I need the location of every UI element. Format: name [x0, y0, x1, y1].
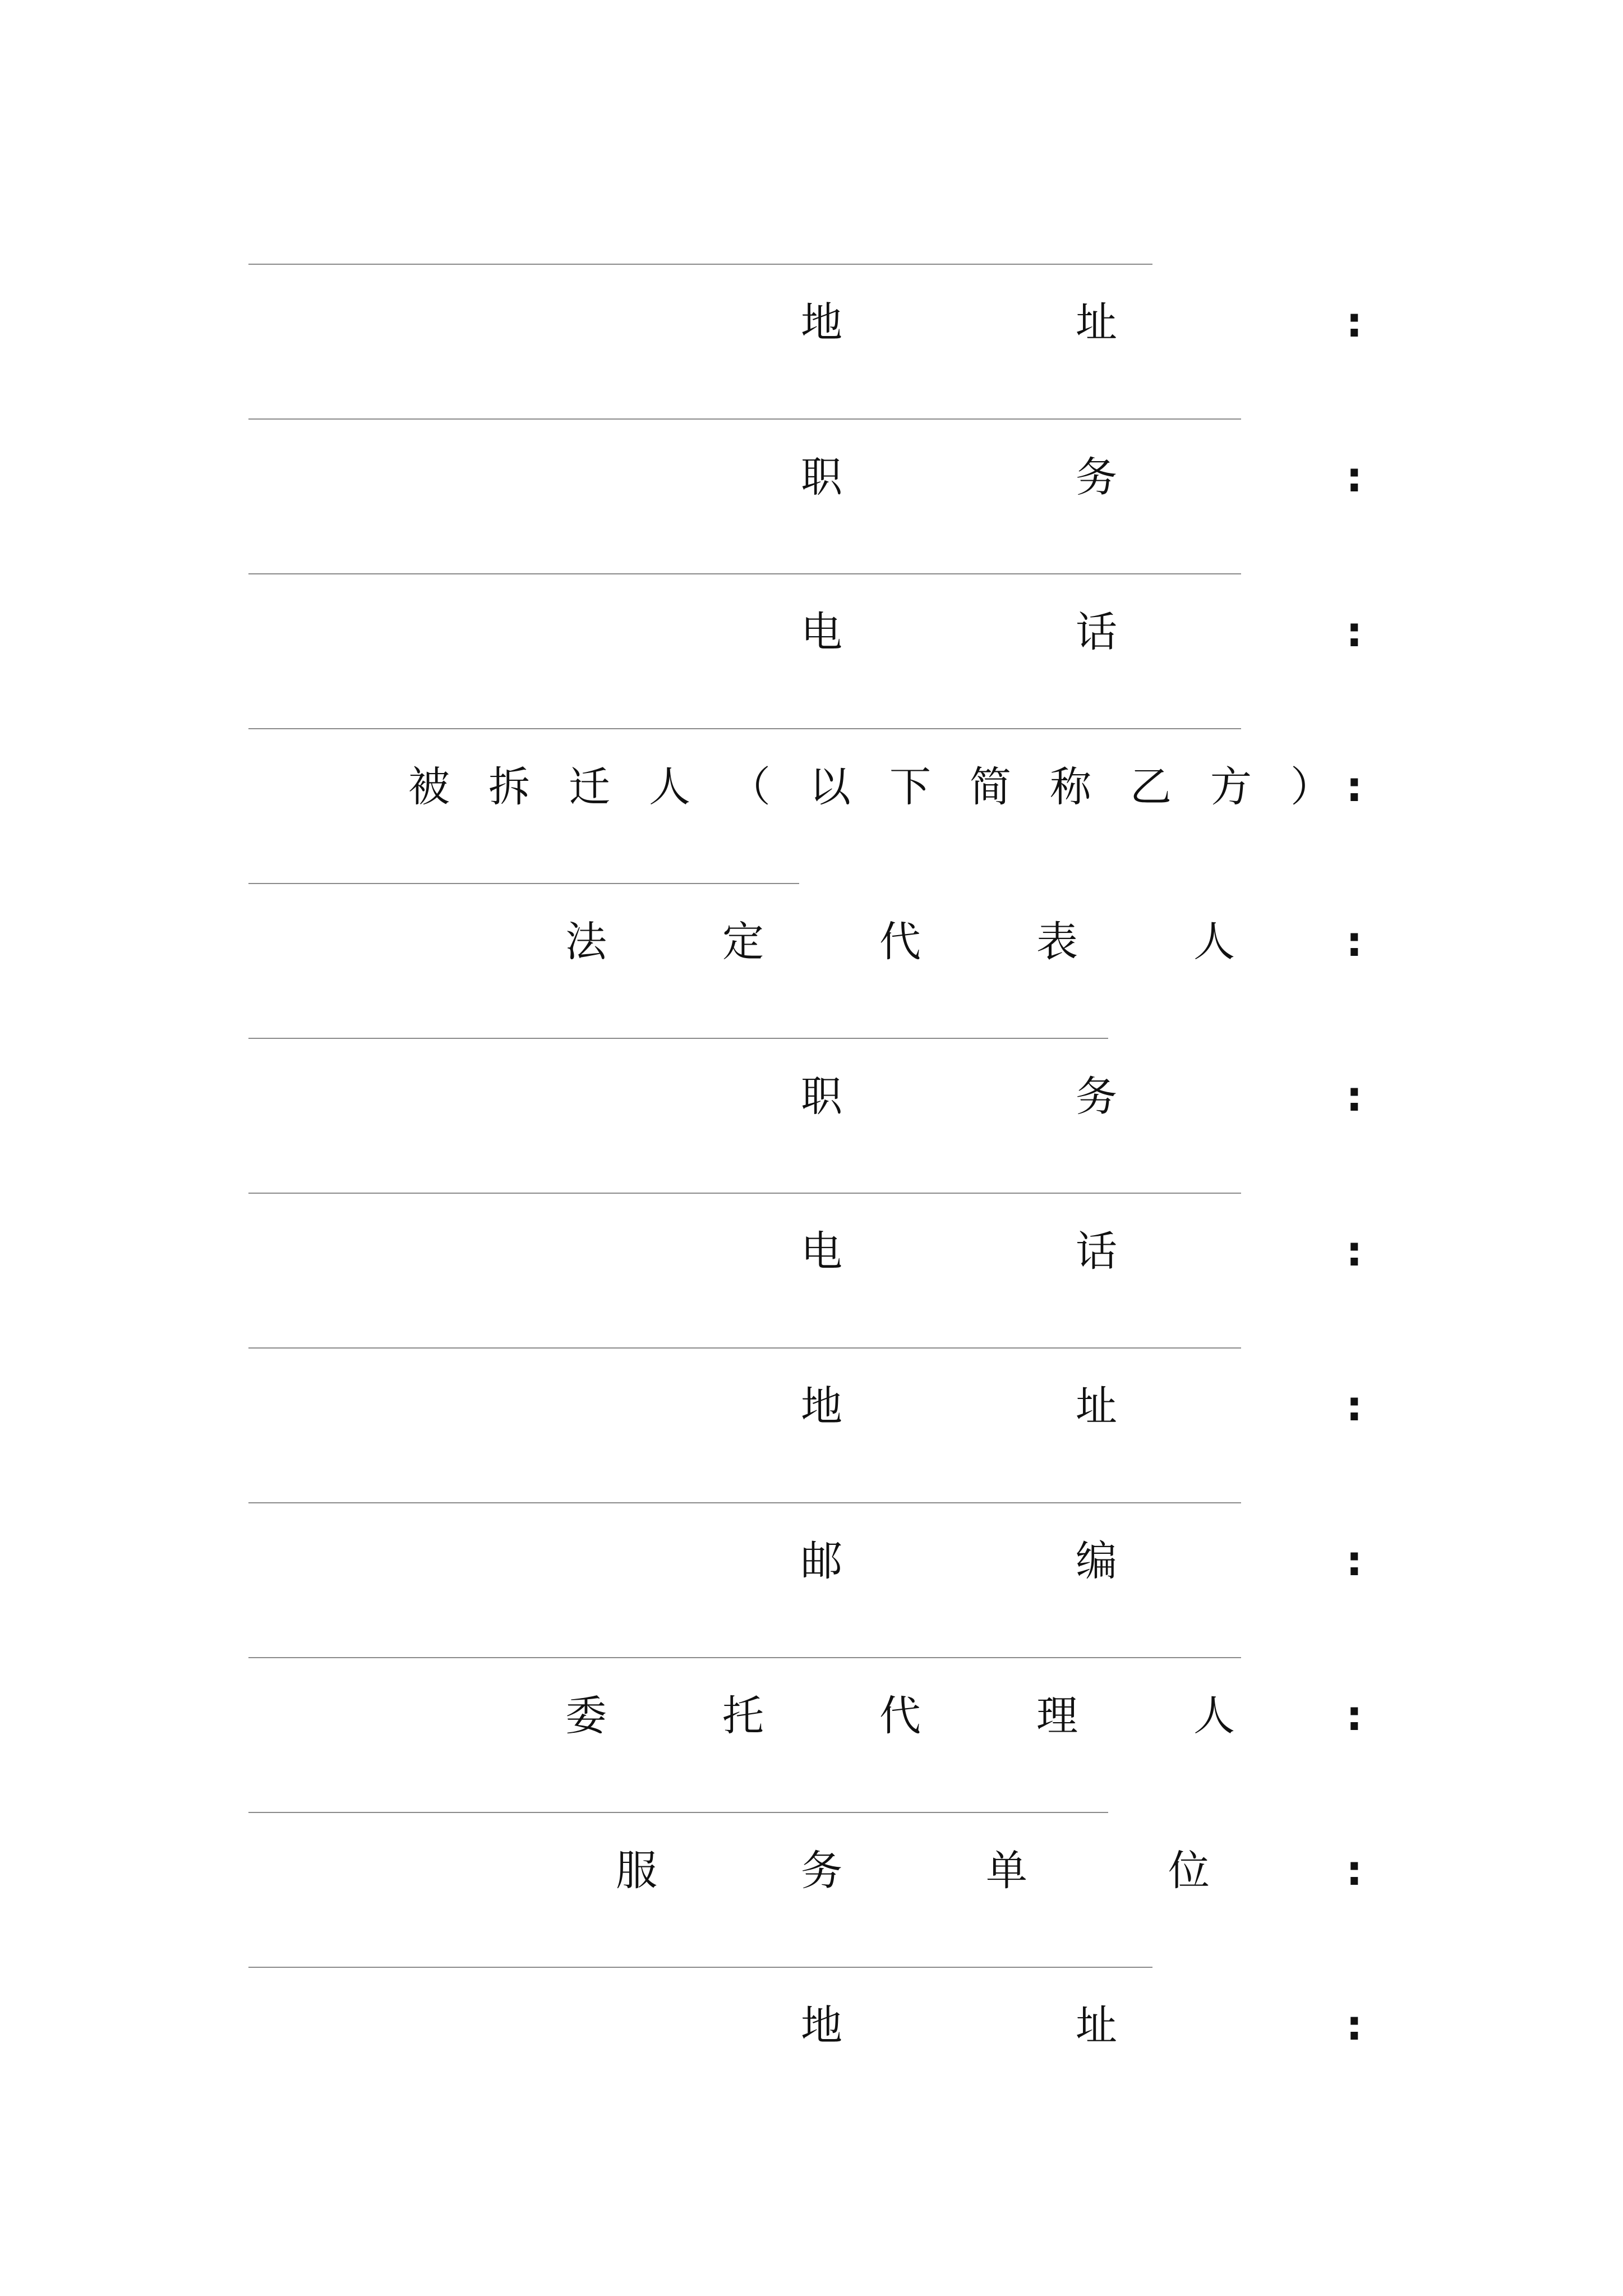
field-label-char: 务 [1076, 1073, 1117, 1121]
field-phone [0, 599, 1623, 666]
field-label-char: 址 [1076, 298, 1117, 347]
field-label-char: 代 [879, 918, 921, 966]
field-phone [0, 1218, 1623, 1285]
field-colon: : [1346, 1382, 1363, 1430]
blank-line [248, 1193, 1241, 1194]
field-label-char: 职 [801, 1073, 842, 1121]
blank-line [248, 728, 1241, 729]
field-label-char: 单 [986, 1847, 1027, 1895]
field-label-char: 称 [1050, 763, 1091, 811]
field-colon: : [1346, 298, 1363, 347]
field-label-char: 话 [1076, 1227, 1117, 1276]
field-label-char: 编 [1076, 1537, 1117, 1585]
field-label-char: 电 [801, 1227, 842, 1276]
field-postcode [0, 1527, 1623, 1595]
blank-line [248, 1657, 1241, 1658]
field-label-char: 法 [565, 918, 607, 966]
field-label-char: 被 [408, 763, 450, 811]
field-label-char: 以 [809, 763, 851, 811]
field-label-char: 地 [801, 2001, 842, 2050]
field-label-char: 邮 [801, 1537, 842, 1585]
field-address [0, 1373, 1623, 1440]
field-employer [0, 1837, 1623, 1904]
field-colon: : [1346, 453, 1363, 501]
field-colon: : [1346, 1537, 1363, 1585]
field-authorized-agent [0, 1682, 1623, 1750]
field-label-char: 务 [1076, 453, 1117, 501]
field-colon: : [1346, 763, 1363, 811]
field-colon: : [1346, 2001, 1363, 2050]
field-label-char: 代 [879, 1692, 921, 1740]
field-label-char: ） [1290, 763, 1332, 811]
field-label-char: 简 [970, 763, 1011, 811]
field-label-char: 下 [889, 763, 931, 811]
field-address [0, 1992, 1623, 2059]
blank-line [248, 264, 1152, 265]
field-colon: : [1346, 918, 1363, 966]
field-label-char: 服 [616, 1847, 657, 1895]
blank-line [248, 573, 1241, 574]
field-label-char: 理 [1036, 1692, 1078, 1740]
field-colon: : [1346, 1847, 1363, 1895]
field-label-char: 务 [801, 1847, 842, 1895]
field-label-char: 拆 [488, 763, 530, 811]
field-address [0, 289, 1623, 356]
field-label-char: 址 [1076, 1382, 1117, 1430]
blank-line [248, 1967, 1152, 1968]
field-label-char: 址 [1076, 2001, 1117, 2050]
blank-line [248, 1502, 1241, 1503]
field-label-char: 定 [722, 918, 764, 966]
field-position [0, 1063, 1623, 1130]
field-colon: : [1346, 1692, 1363, 1740]
field-label-char: 地 [801, 298, 842, 347]
blank-line [248, 883, 799, 884]
field-label-char: 位 [1168, 1847, 1210, 1895]
field-colon: : [1346, 1227, 1363, 1276]
field-label-char: 电 [801, 608, 842, 656]
field-party-b-heading [0, 753, 1623, 821]
field-label-char: 地 [801, 1382, 842, 1430]
field-label-char: 委 [565, 1692, 607, 1740]
field-colon: : [1346, 1073, 1363, 1121]
field-colon: : [1346, 608, 1363, 656]
field-label-char: 人 [649, 763, 690, 811]
field-position [0, 444, 1623, 511]
field-legal-representative [0, 908, 1623, 976]
field-label-char: 话 [1076, 608, 1117, 656]
field-label-char: 迁 [569, 763, 610, 811]
blank-line [248, 1038, 1108, 1039]
blank-line [248, 1812, 1108, 1813]
blank-line [248, 1347, 1241, 1349]
field-label-char: 托 [722, 1692, 764, 1740]
field-label-char: 职 [801, 453, 842, 501]
field-label-char: 乙 [1130, 763, 1172, 811]
field-label-char: 表 [1036, 918, 1078, 966]
field-label-char: （ [729, 763, 771, 811]
field-label-char: 方 [1210, 763, 1252, 811]
blank-line [248, 418, 1241, 420]
field-label-char: 人 [1193, 918, 1235, 966]
field-label-char: 人 [1193, 1692, 1235, 1740]
